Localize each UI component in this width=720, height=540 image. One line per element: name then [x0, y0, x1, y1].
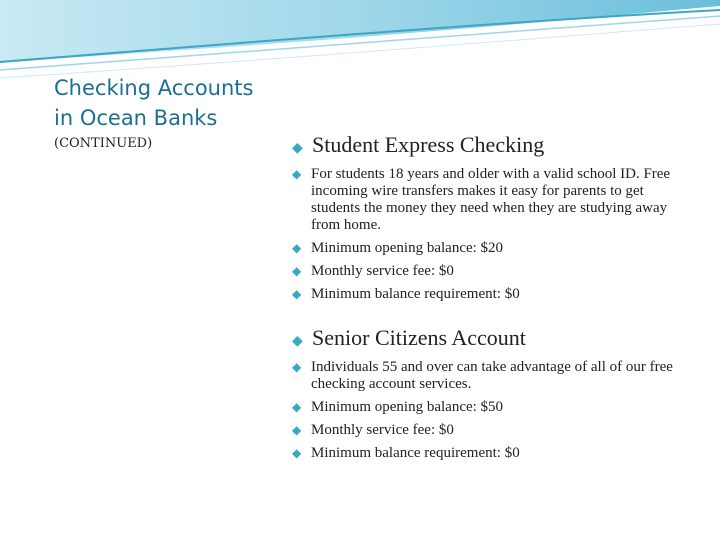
bullet-mark-icon: ◆ — [292, 400, 302, 414]
bullet-mark-icon: ◆ — [292, 360, 302, 374]
list-item-text: Monthly service fee: $0 — [311, 422, 454, 438]
bullet-mark-icon: ◆ — [292, 264, 302, 278]
list-item-text: Monthly service fee: $0 — [311, 263, 454, 279]
section-student-express-checking — [292, 132, 682, 303]
section-senior-citizens-account — [292, 325, 682, 462]
bullet-mark-icon: ◆ — [292, 287, 302, 301]
slide-title-line-1: Checking Accounts — [54, 76, 254, 100]
bullet-list — [292, 359, 682, 462]
bullet-mark-icon: ◆ — [292, 241, 302, 255]
list-item-text: Minimum balance requirement: $0 — [311, 286, 520, 302]
list-item — [292, 399, 682, 416]
list-item-text: Minimum balance requirement: $0 — [311, 445, 520, 461]
list-item — [292, 166, 682, 234]
slide-content — [292, 132, 682, 484]
list-item-text: Minimum opening balance: $50 — [311, 399, 504, 415]
list-item — [292, 286, 682, 303]
section-heading-text: Student Express Checking — [312, 132, 545, 157]
bullet-mark-icon: ◆ — [292, 167, 302, 181]
bullet-list — [292, 166, 682, 303]
slide-subtitle: (CONTINUED) — [54, 136, 153, 151]
list-item — [292, 359, 682, 393]
list-item-text: Minimum opening balance: $20 — [311, 240, 504, 256]
section-heading — [292, 325, 682, 351]
bullet-mark-icon: ◆ — [292, 334, 303, 349]
list-item-text: For students 18 years and older with a valid school ID. Free incoming wire transfers makes it easy for parents to get students the money they need when they are studying away from home. — [311, 166, 671, 233]
slide-title — [54, 73, 284, 133]
section-heading-text: Senior Citizens Account — [312, 325, 526, 350]
bullet-mark-icon: ◆ — [292, 141, 303, 156]
section-heading — [292, 132, 682, 158]
list-item — [292, 445, 682, 462]
list-item-text: Individuals 55 and over can take advantage of all of our free checking account services. — [311, 359, 673, 392]
list-item — [292, 240, 682, 257]
bullet-mark-icon: ◆ — [292, 446, 302, 460]
slide-title-line-2: in Ocean Banks — [54, 106, 218, 130]
list-item — [292, 422, 682, 439]
list-item — [292, 263, 682, 280]
bullet-mark-icon: ◆ — [292, 423, 302, 437]
